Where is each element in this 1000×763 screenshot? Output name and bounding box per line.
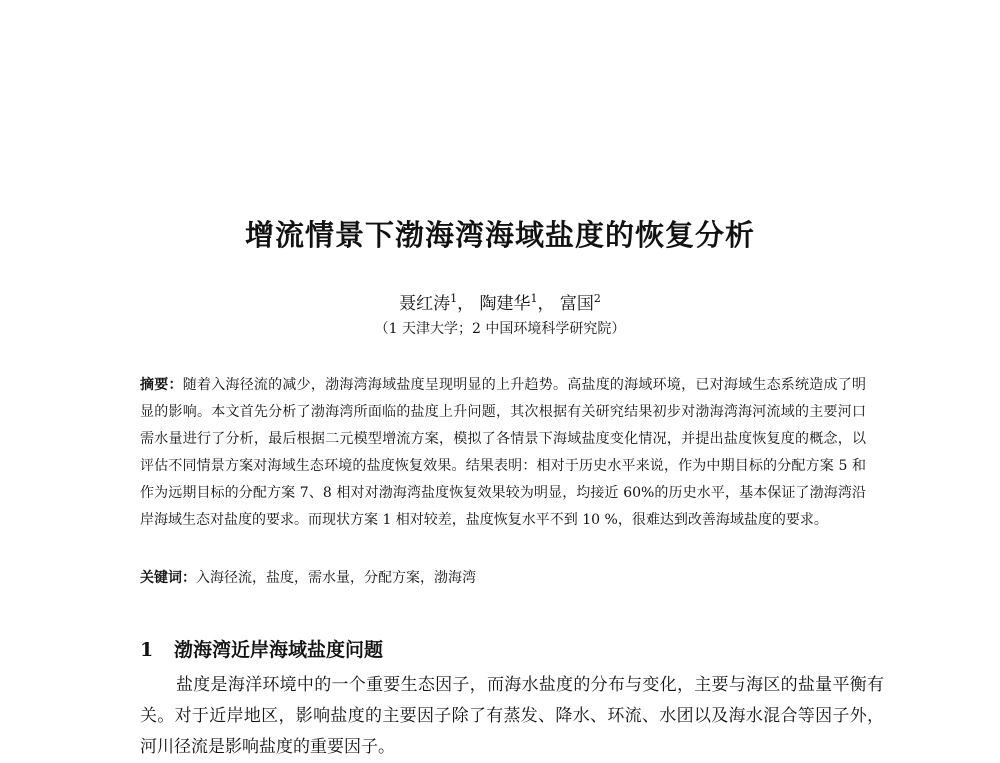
section-heading bbox=[140, 635, 383, 662]
author-list bbox=[0, 289, 1000, 314]
abstract bbox=[140, 372, 866, 534]
abstract-label: 摘要： bbox=[140, 377, 183, 393]
author-affiliation-mark: 1 bbox=[450, 292, 458, 305]
abstract-text: 随着入海径流的减少，渤海湾海域盐度呈现明显的上升趋势。高盐度的海域环境，已对海域生态系统造成了明显的影响。本文首先分析了渤海湾所面临的盐度上升问题，其次根据有关研究结果初步对渤海湾海河流域的主要河口需水量进行了分析，最后根据二元模型增流方案，模拟了各情景下海域盐度变化情况，并提出盐度恢复度的概念，以评估不同情景方案对海域生态环境的盐度恢复效果。结果表明：相对于历史水平来说，作为中期目标的分配方案 5 和作为远期目标的分配方案 7、8 相对对渤海湾盐度恢复效果较为明显，均接近 60%的历史水平，基本保证了渤海湾沿岸海域生态对盐度的要求。而现状方案 1 相对较差，盐度恢复水平不到 10 %，很难达到改善海域盐度的要求。 bbox=[140, 377, 867, 528]
paper-title: 增流情景下渤海湾海域盐度的恢复分析 bbox=[244, 218, 755, 252]
section-title: 渤海湾近岸海域盐度问题 bbox=[174, 639, 384, 661]
keywords-label: 关键词： bbox=[140, 570, 196, 586]
author-name: 陶建华 bbox=[479, 294, 531, 314]
keywords bbox=[140, 567, 866, 587]
author-affiliation-mark: 2 bbox=[593, 292, 601, 305]
body-paragraph: 盐度是海洋环境中的一个重要生态因子，而海水盐度的分布与变化，主要与海区的盐量平衡有关。对于近岸地区，影响盐度的主要因子除了有蒸发、降水、环流、水团以及海水混合等因子外，河川径流是影响盐度的重要因子。 bbox=[140, 675, 884, 757]
affiliations: （1 天津大学；2 中国环境科学研究院） bbox=[374, 321, 626, 337]
author-name: 聂红涛 bbox=[399, 294, 451, 314]
section-number: 1 bbox=[140, 639, 154, 661]
author-separator: ， bbox=[457, 294, 475, 314]
author-name: 富国 bbox=[559, 294, 594, 314]
author-separator: ， bbox=[537, 294, 555, 314]
keywords-text: 入海径流，盐度，需水量，分配方案，渤海湾 bbox=[196, 570, 476, 586]
author-affiliation-mark: 1 bbox=[530, 292, 538, 305]
